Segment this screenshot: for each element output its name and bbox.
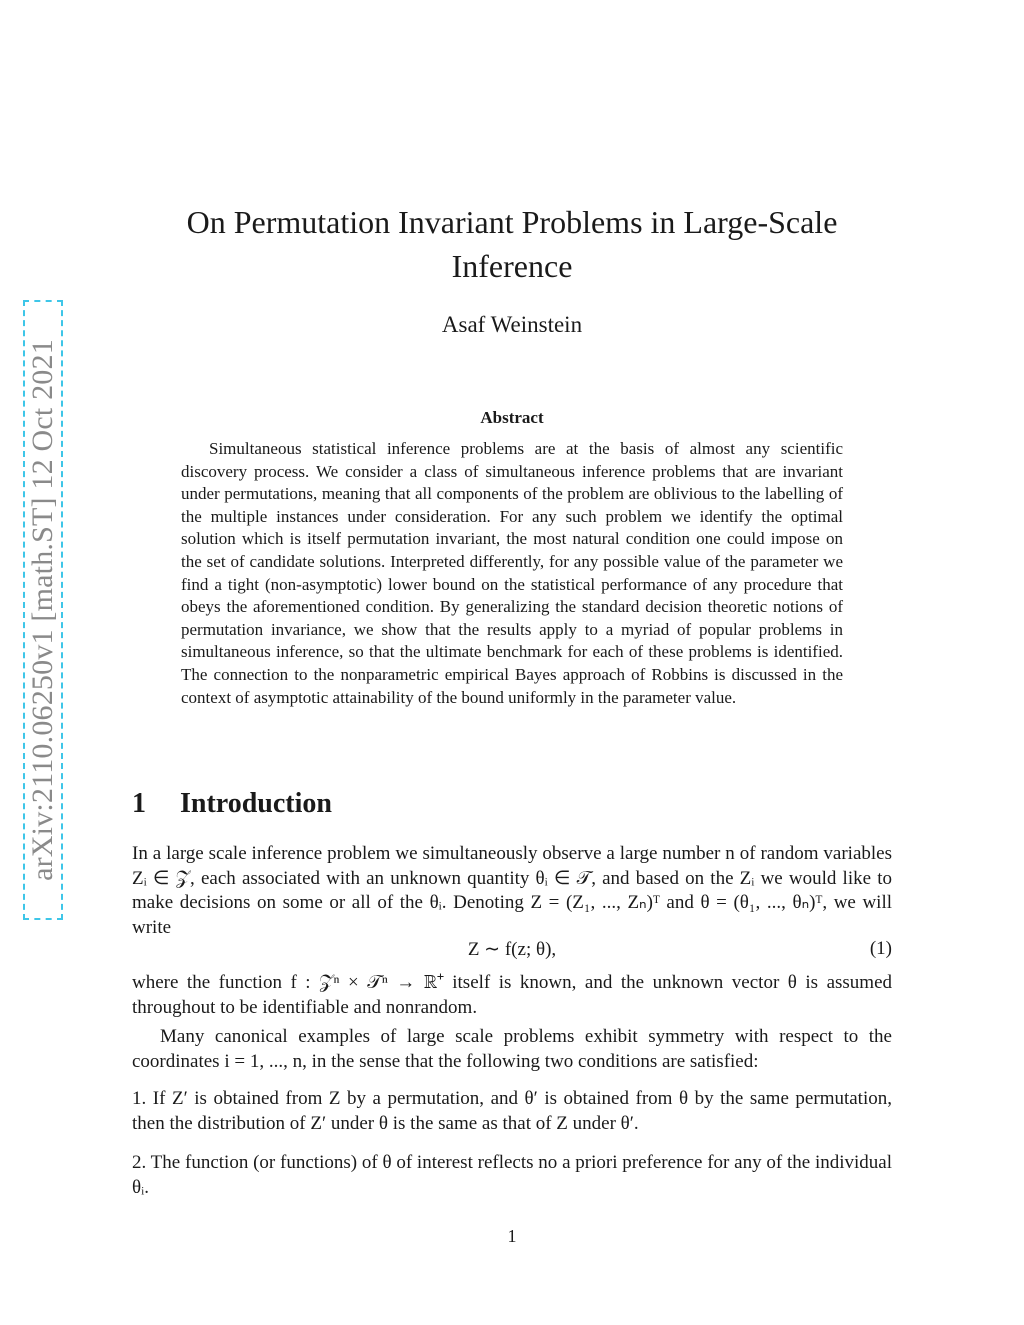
section-title: Introduction: [180, 788, 332, 819]
intro-paragraph-1: In a large scale inference problem we simultaneously observe a large number n of random variables Zᵢ ∈ 𝒵, each associated with an unknown quantity θᵢ ∈ 𝒯, and based on the Zᵢ we would like to make decisions on some or all of the θᵢ. Denoting Z = (Z₁, ..., Zₙ)ᵀ and θ = (θ₁, ..., θₙ)ᵀ, we will write: [132, 843, 892, 938]
equation-1: [132, 938, 892, 964]
equation-number: (1): [869, 938, 892, 959]
intro-paragraph-3: Many canonical examples of large scale problems exhibit symmetry with respect to the coordinates i = 1, ..., n, in the sense that the following two conditions are satisfied:: [132, 1026, 892, 1072]
abstract-text: Simultaneous statistical inference problems are at the basis of almost any scientific discovery process. We consider a class of simultaneous inference problems that are invariant under permutations, meaning that all components of the problem are oblivious to the labelling of the multiple instances under consideration. For any such problem we identify the optimal solution which is itself permutation invariant, the most natural condition one could impose on the set of candidate solutions. Interpreted differently, for any possible value of the parameter we find a tight (non-asymptotic) lower bound on the statistical performance of any procedure that obeys the aforementioned condition. By generalizing the standard decision theoretic notions of permutation invariance, we show that the results apply to a myriad of popular problems in simultaneous inference, so that the ultimate benchmark for each of these problems is identified. The connection to the nonparametric empirical Bayes approach of Robbins is discussed in the context of asymptotic attainability of the bound uniformly in the parameter value.: [181, 439, 843, 707]
equation-formula: Z ∼ f(z; θ),: [467, 939, 557, 960]
section-number: 1: [132, 788, 146, 819]
intro-paragraph-2: where the function f : 𝒵ⁿ × 𝒯ⁿ → ℝ⁺ itself is known, and the unknown vector θ is assumed throughout to be identifiable and nonrandom.: [132, 972, 892, 1018]
paper-title: On Permutation Invariant Problems in Large-Scale Inference: [186, 204, 838, 284]
condition-2: 2. The function (or functions) of θ of interest reflects no a priori preference for any of the individual θᵢ.: [132, 1152, 892, 1198]
abstract-heading: Abstract: [480, 408, 544, 427]
page-number: 1: [507, 1226, 517, 1246]
condition-1: 1. If Z′ is obtained from Z by a permutation, and θ′ is obtained from θ by the same permutation, then the distribution of Z′ under θ is the same as that of Z under θ′.: [132, 1088, 892, 1134]
arxiv-stamp-text: arXiv:2110.06250v1 [math.ST] 12 Oct 2021: [26, 339, 59, 881]
arxiv-stamp: [23, 300, 63, 920]
author-name: Asaf Weinstein: [441, 312, 583, 337]
section-heading: [132, 788, 332, 820]
